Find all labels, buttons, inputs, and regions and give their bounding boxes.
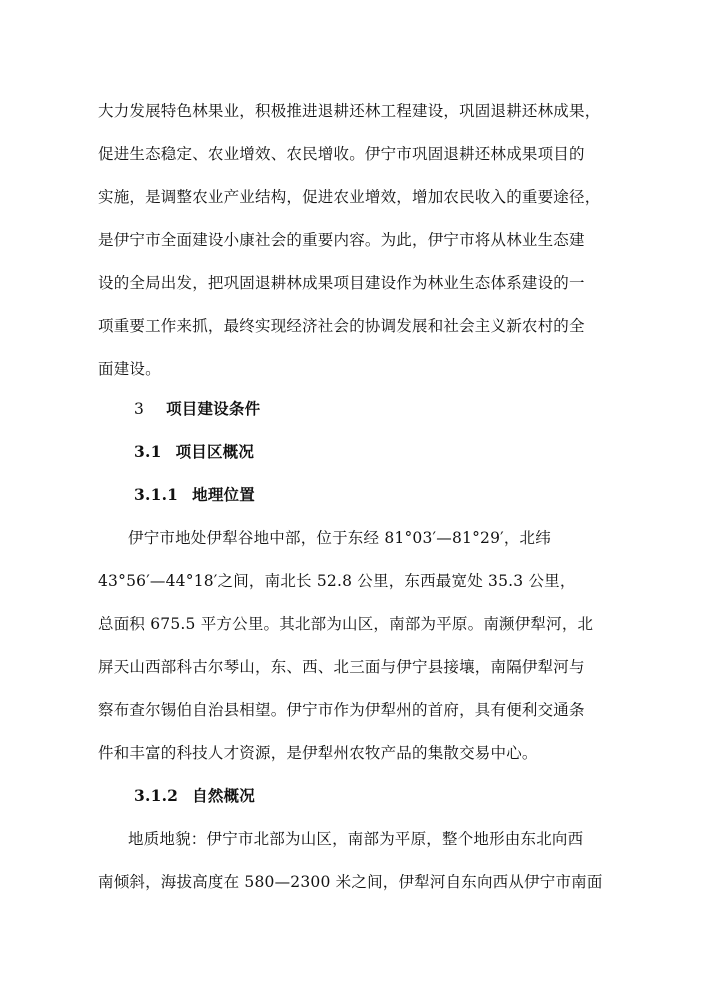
section-heading xyxy=(134,398,654,420)
paragraph-line: 项重要工作来抓，最终实现经济社会的协调发展和社会主义新农村的全 xyxy=(98,317,585,335)
paragraph-line: 设的全局出发，把巩固退耕林成果项目建设作为林业生态体系建设的一 xyxy=(98,274,585,292)
paragraph-line: 是伊宁市全面建设小康社会的重要内容。为此，伊宁市将从林业生态建 xyxy=(98,231,585,249)
paragraph-line: 屏天山西部科古尔琴山，东、西、北三面与伊宁县接壤，南隔伊犁河与 xyxy=(98,658,585,676)
subsubsection-number: 3.1.1 xyxy=(134,485,179,504)
subsubsection-number: 3.1.2 xyxy=(134,786,179,805)
subsubsection-heading xyxy=(134,484,654,506)
subsubsection-title: 自然概况 xyxy=(192,786,255,805)
section-title: 项目建设条件 xyxy=(166,399,261,418)
paragraph-line: 43°56′—44°18′之间，南北长 52.8 公里，东西最宽处 35.3 公里， xyxy=(98,572,576,590)
subsection-heading xyxy=(134,441,654,463)
subsection-number: 3.1 xyxy=(134,442,162,461)
paragraph-line: 总面积 675.5 平方公里。其北部为山区，南部为平原。南濒伊犁河，北 xyxy=(98,615,594,633)
subsubsection-heading xyxy=(134,785,654,807)
subsubsection-title: 地理位置 xyxy=(192,485,255,504)
section-number: 3 xyxy=(134,400,145,418)
paragraph-line: 实施，是调整农业产业结构，促进农业增效，增加农民收入的重要途径， xyxy=(98,188,601,206)
paragraph-line: 南倾斜，海拔高度在 580—2300 米之间，伊犁河自东向西从伊宁市南面 xyxy=(98,873,603,891)
paragraph-line: 促进生态稳定、农业增效、农民增收。伊宁市巩固退耕还林成果项目的 xyxy=(98,145,585,163)
paragraph-line: 地质地貌：伊宁市北部为山区，南部为平原，整个地形由东北向西 xyxy=(128,830,584,848)
paragraph-line: 察布查尔锡伯自治县相望。伊宁市作为伊犁州的首府，具有便利交通条 xyxy=(98,701,585,719)
paragraph-line: 大力发展特色林果业，积极推进退耕还林工程建设，巩固退耕还林成果， xyxy=(98,102,601,120)
paragraph-line: 件和丰富的科技人才资源，是伊犁州农牧产品的集散交易中心。 xyxy=(98,744,538,762)
paragraph-line: 伊宁市地处伊犁谷地中部，位于东经 81°03′—81°29′，北纬 xyxy=(128,529,551,547)
subsection-title: 项目区概况 xyxy=(175,442,255,461)
paragraph-line: 面建设。 xyxy=(98,360,161,378)
